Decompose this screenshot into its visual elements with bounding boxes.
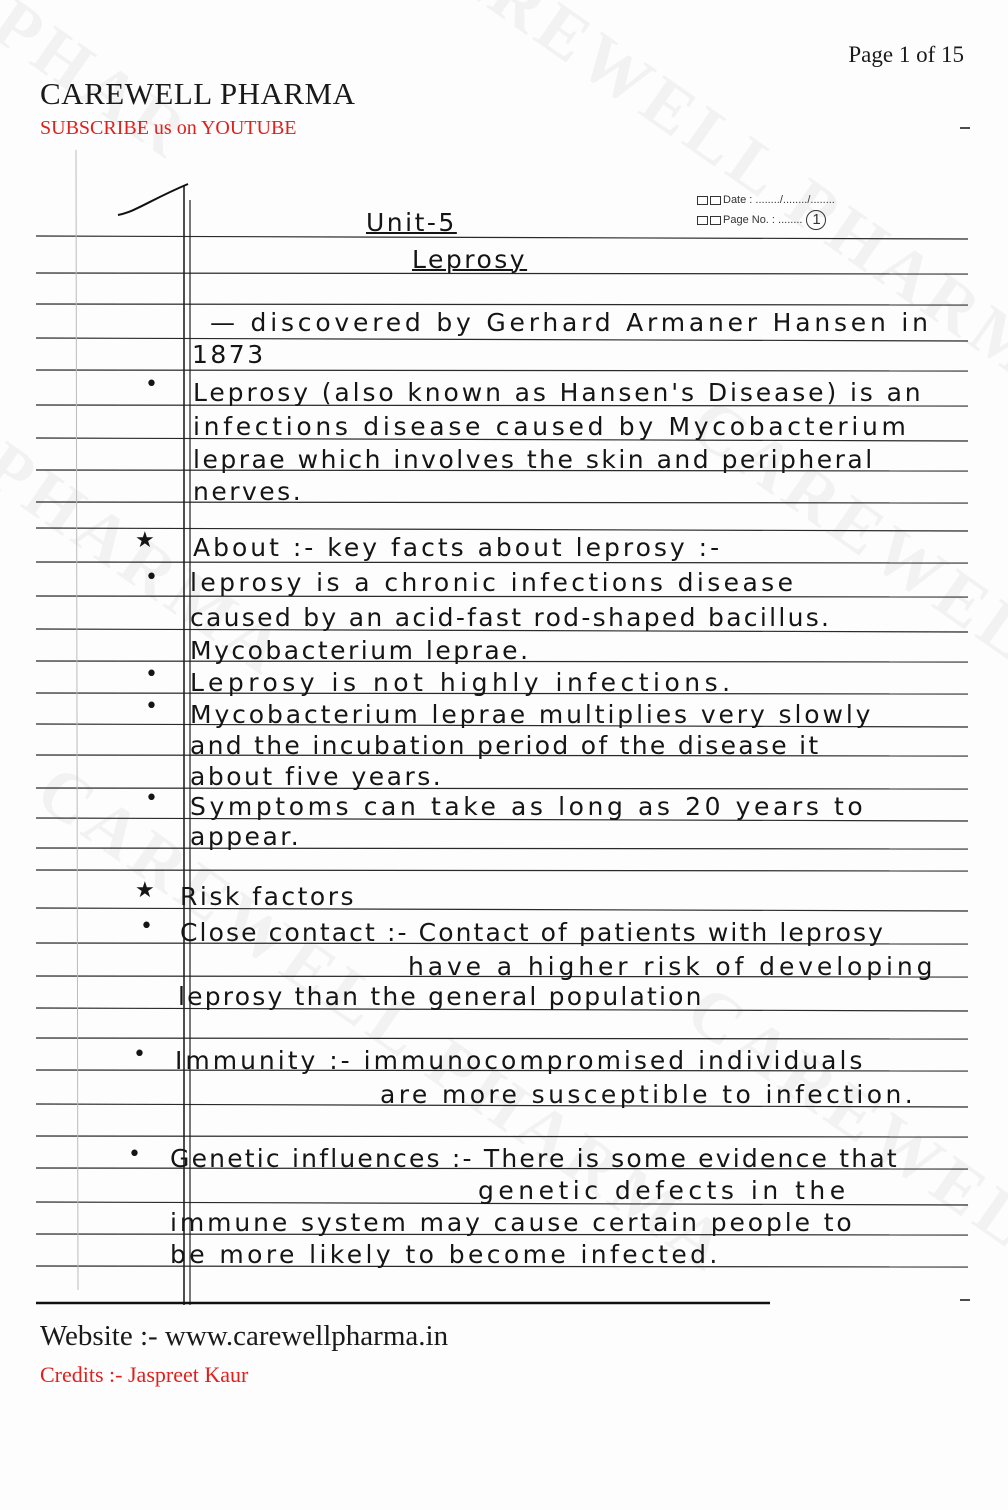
risk-point-line: Immunity :- immunocompromised individuals: [175, 1046, 866, 1075]
page-indicator: Page 1 of 15: [848, 42, 964, 67]
ruled-line: [36, 1136, 968, 1137]
date-box-icon: [710, 196, 721, 205]
page-box-icon: [710, 216, 721, 225]
about-point-line: about five years.: [190, 762, 444, 791]
brand-title: CAREWELL PHARMA: [40, 76, 356, 111]
bullet: •: [145, 372, 158, 397]
risk-point-line: genetic defects in the: [478, 1176, 850, 1205]
risk-point-line: Close contact :- Contact of patients with leprosy: [180, 918, 886, 947]
date-label: Date : ......../......../........: [723, 194, 835, 206]
about-point-line: and the incubation period of the disease it: [190, 731, 821, 760]
ruled-line: [36, 528, 968, 531]
risk-point-line: leprosy than the general population: [178, 982, 704, 1011]
about-point-line: caused by an acid-fast rod-shaped bacillus.: [190, 603, 832, 632]
bullet: •: [145, 694, 158, 719]
date-box-icon: [697, 196, 708, 205]
definition-line: nerves.: [193, 477, 304, 506]
ruled-line: [36, 502, 968, 503]
ruled-line: [36, 338, 968, 341]
bullet: •: [140, 914, 153, 939]
page-number: 1: [806, 210, 826, 230]
risk-heading: Risk factors: [180, 882, 357, 911]
definition-line: leprae which involves the skin and peripheral: [193, 445, 875, 474]
definition-line: infections disease caused by Mycobacterium: [193, 412, 910, 441]
bullet: •: [133, 1042, 146, 1067]
subscribe-link[interactable]: SUBSCRIBE us on YOUTUBE: [40, 117, 297, 139]
website-link[interactable]: Website :- www.carewellpharma.in: [40, 1320, 449, 1352]
unit-heading: Unit-5: [366, 208, 457, 237]
intro-line: 1873: [192, 340, 266, 369]
page-label: Page No. : ........: [723, 214, 803, 226]
topic-heading: Leprosy: [412, 245, 528, 274]
ruled-line: [36, 562, 968, 563]
bullet: •: [128, 1142, 141, 1167]
bullet: •: [145, 786, 158, 811]
about-point-line: Mycobacterium leprae multiplies very slowly: [190, 700, 874, 729]
ruled-line: [36, 908, 968, 911]
risk-point-line: immune system may cause certain people to: [170, 1208, 855, 1237]
about-point-line: appear.: [190, 822, 302, 851]
ruled-line: [36, 848, 968, 849]
risk-point-line: are more susceptible to infection.: [380, 1080, 917, 1109]
page-box-icon: [697, 216, 708, 225]
risk-point-line: Genetic influences :- There is some evidence that: [170, 1144, 899, 1173]
bullet: •: [145, 565, 158, 590]
date-page-box: [697, 190, 835, 230]
intro-line: — discovered by Gerhard Armaner Hansen in: [210, 308, 932, 337]
bullet: •: [145, 662, 158, 687]
ruled-line: [36, 304, 968, 305]
ruled-line: [36, 370, 968, 371]
about-heading: About :- key facts about leprosy :-: [193, 533, 723, 562]
star-marker: ★: [135, 528, 155, 553]
ruled-line: [36, 870, 968, 871]
ruled-line: [36, 788, 968, 789]
ruled-line: [36, 1038, 968, 1039]
credits-text: Credits :- Jaspreet Kaur: [40, 1362, 249, 1387]
risk-point-line: be more likely to become infected.: [170, 1240, 721, 1269]
about-point-line: Leprosy is not highly infections.: [190, 668, 735, 697]
about-point-line: Mycobacterium leprae.: [190, 636, 531, 665]
about-point-line: leprosy is a chronic infections disease: [190, 568, 797, 597]
about-point-line: Symptoms can take as long as 20 years to: [190, 792, 867, 821]
ruled-line: [36, 236, 968, 239]
definition-line: Leprosy (also known as Hansen's Disease) is an: [193, 378, 924, 407]
star-marker: ★: [135, 878, 155, 903]
risk-point-line: have a higher risk of developing: [408, 952, 937, 981]
